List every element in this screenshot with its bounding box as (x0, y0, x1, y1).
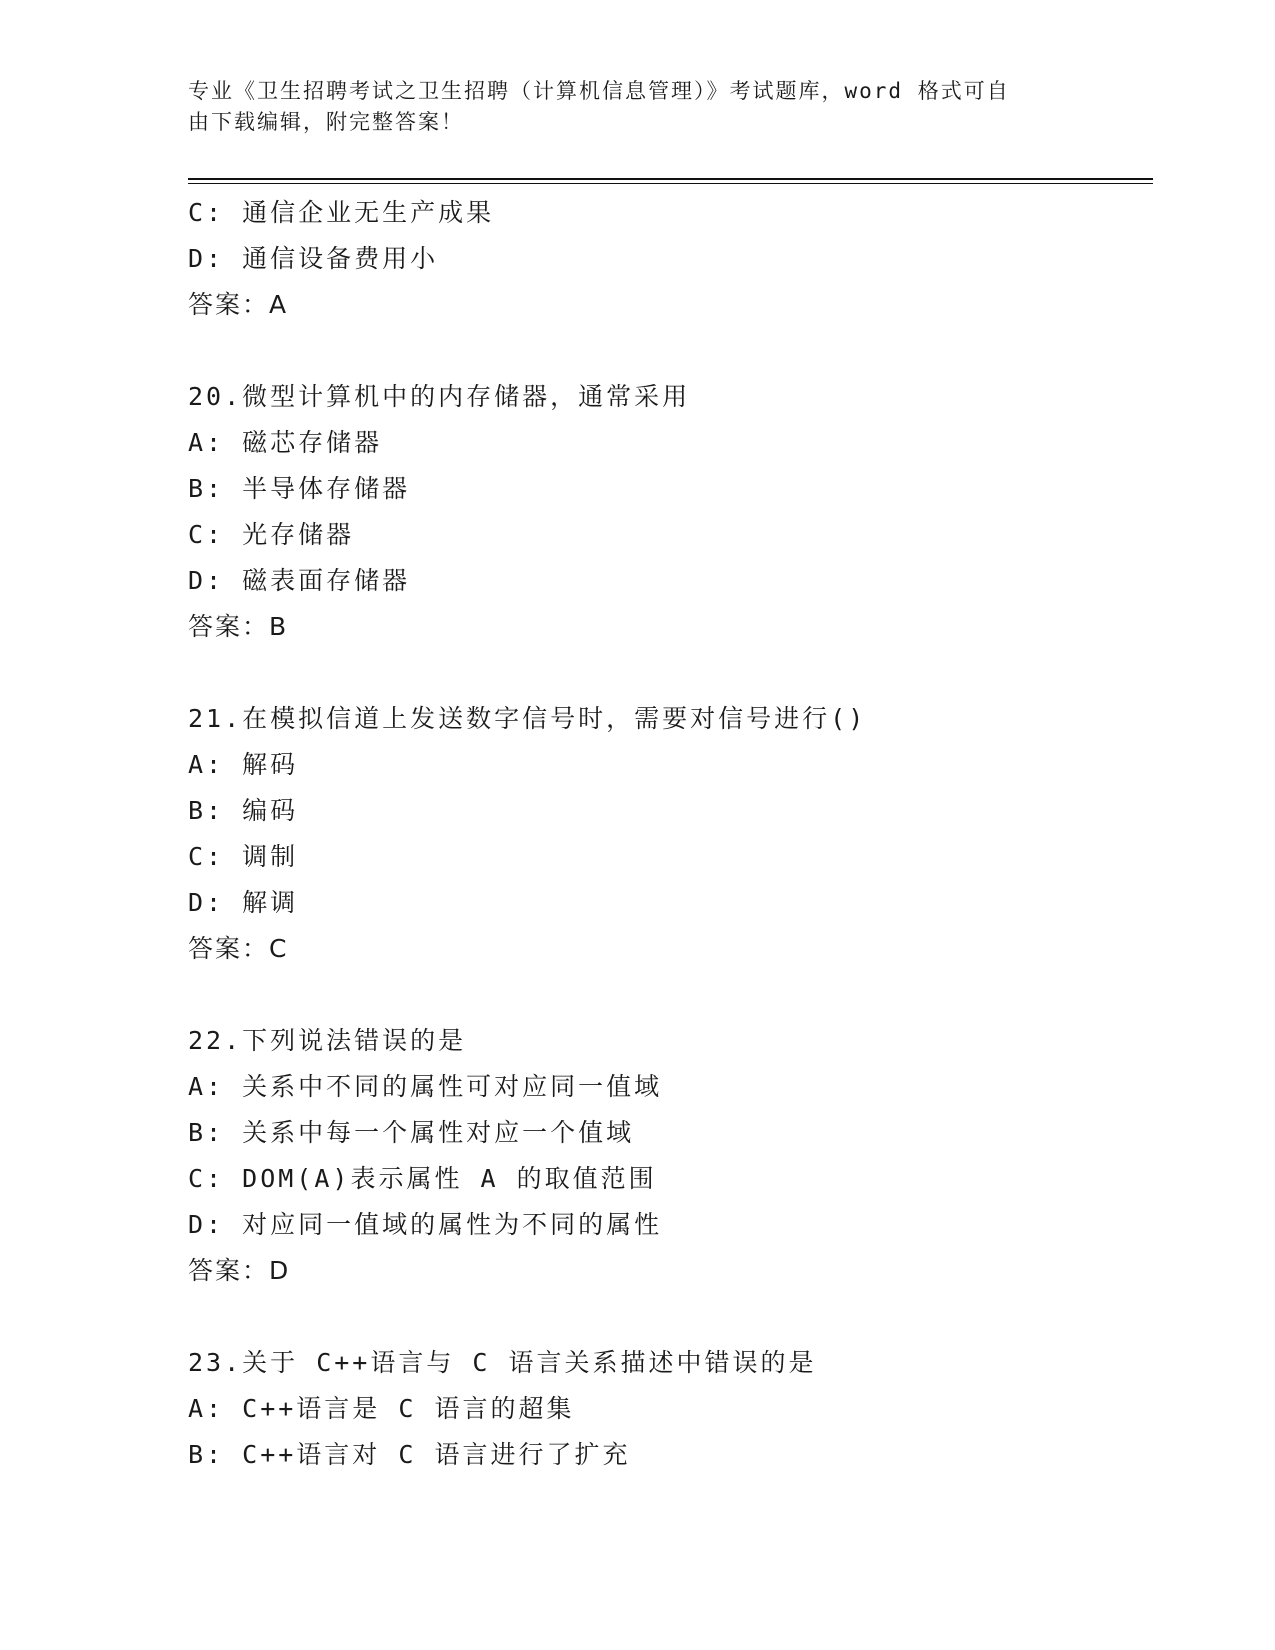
question-stem: 21.在模拟信道上发送数字信号时，需要对信号进行() (188, 704, 867, 733)
option-d: D: 通信设备费用小 (188, 244, 439, 273)
question-block-23 (188, 1340, 1153, 1478)
spacer (188, 650, 1153, 696)
option-a: A: 磁芯存储器 (188, 428, 383, 457)
header-divider-thick (188, 178, 1153, 180)
answer-line: 答案：D (188, 1256, 291, 1285)
option-c: C: 光存储器 (188, 520, 355, 549)
option-a: A: C++语言是 C 语言的超集 (188, 1394, 575, 1423)
option-c: C: 通信企业无生产成果 (188, 198, 495, 227)
spacer (188, 1294, 1153, 1340)
question-stem: 20.微型计算机中的内存储器，通常采用 (188, 382, 691, 411)
spacer (188, 972, 1153, 1018)
spacer (188, 328, 1153, 374)
option-d: D: 磁表面存储器 (188, 566, 411, 595)
answer-line: 答案：B (188, 612, 289, 641)
question-stem: 23.关于 C++语言与 C 语言关系描述中错误的是 (188, 1348, 817, 1377)
option-b: B: C++语言对 C 语言进行了扩充 (188, 1440, 631, 1469)
question-block-22 (188, 1018, 1153, 1294)
question-block-20 (188, 374, 1153, 650)
question-block-21 (188, 696, 1153, 972)
option-b: B: 编码 (188, 796, 299, 825)
option-c: C: DOM(A)表示属性 A 的取值范围 (188, 1164, 657, 1193)
option-d: D: 对应同一值域的属性为不同的属性 (188, 1210, 663, 1239)
option-a: A: 关系中不同的属性可对应同一值域 (188, 1072, 663, 1101)
document-header (188, 76, 1078, 138)
answer-line: 答案：C (188, 934, 289, 963)
option-a: A: 解码 (188, 750, 299, 779)
option-b: B: 半导体存储器 (188, 474, 411, 503)
option-c: C: 调制 (188, 842, 299, 871)
answer-line: 答案：A (188, 290, 289, 319)
question-stem: 22.下列说法错误的是 (188, 1026, 467, 1055)
option-b: B: 关系中每一个属性对应一个值域 (188, 1118, 635, 1147)
header-line-2: 由下载编辑，附完整答案！ (188, 110, 464, 134)
option-d: D: 解调 (188, 888, 299, 917)
question-list (188, 190, 1153, 1478)
header-divider-thin (188, 183, 1153, 184)
question-block-19 (188, 190, 1153, 328)
header-line-1: 专业《卫生招聘考试之卫生招聘（计算机信息管理）》考试题库，word 格式可自 (188, 79, 1010, 103)
